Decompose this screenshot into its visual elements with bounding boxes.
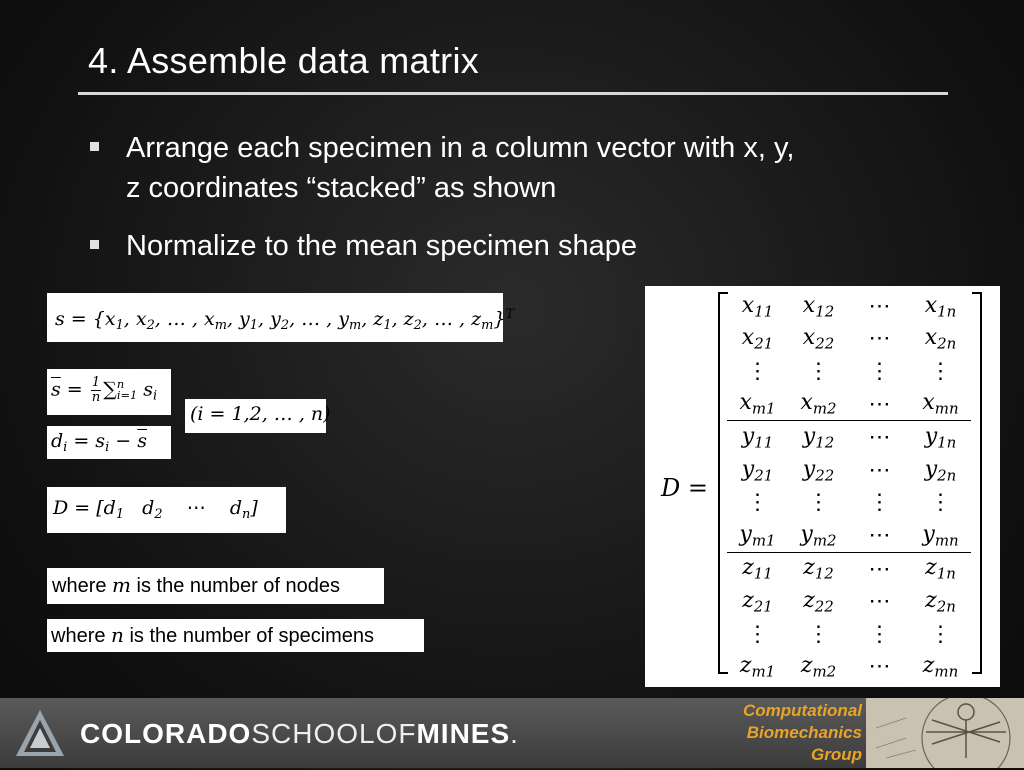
matrix-cell: $x_{2n}$ — [924, 325, 957, 353]
matrix-row — [727, 454, 971, 487]
bullet-list — [88, 128, 948, 284]
matrix-cell: $z_{1n}$ — [925, 555, 956, 583]
variable-m: m — [112, 573, 131, 597]
matrix-cell: ⋮ — [868, 490, 891, 516]
matrix-cell: $z_{11}$ — [742, 555, 773, 583]
matrix-cell: $x_{11}$ — [741, 292, 774, 321]
brand-wordmark: COLORADOSCHOOLOFMINES. — [80, 718, 519, 749]
matrix-cell: ⋮ — [929, 490, 952, 516]
matrix-cell: $x_{21}$ — [741, 325, 774, 353]
matrix-cell: $y_{2n}$ — [924, 456, 957, 484]
matrix-cell: ⋯ — [868, 556, 891, 582]
matrix-cell: ⋯ — [868, 391, 891, 417]
matrix-cell: $y_{m2}$ — [800, 521, 837, 550]
equation-specimen-vector: $s = \{x_1$, $x_2$, … , $x_m$, $y_1$, $y_2$, … , $y_m$, $z_1$, $z_2$, … , $z_m\}^T$ — [47, 293, 503, 342]
bullet-text-continued: z coordinates “stacked” as shown — [126, 172, 557, 204]
bullet-item — [88, 226, 948, 266]
matrix-row — [727, 487, 971, 520]
matrix-cell: ⋯ — [868, 589, 891, 615]
matrix-cell: $z_{12}$ — [803, 555, 834, 583]
matrix-cell: $z_{22}$ — [803, 587, 834, 616]
matrix-cell: ⋯ — [868, 457, 891, 483]
matrix-cell: $y_{1n}$ — [924, 423, 957, 452]
matrix-cell: ⋮ — [807, 490, 830, 516]
matrix-cell: ⋯ — [868, 293, 891, 319]
matrix-row — [727, 421, 971, 454]
matrix-cell: $x_{m2}$ — [800, 390, 837, 418]
matrix-cell: ⋮ — [807, 358, 830, 384]
slide-title: 4. Assemble data matrix — [88, 40, 480, 81]
equation-data-matrix-row: $D = [d_1$ $d_2$ ⋯ $d_n$] — [47, 487, 286, 533]
matrix-grid — [727, 290, 971, 683]
matrix-cell: ⋯ — [868, 522, 891, 548]
title-divider — [78, 92, 948, 95]
equation-mean-shape: $\overline{s}$ = $\frac{1}{n}$ ∑ n i=1 $s_i$ — [47, 369, 171, 415]
square-bullet-icon — [90, 142, 99, 151]
variable-n: n — [111, 623, 124, 647]
data-matrix-panel — [645, 286, 1000, 687]
matrix-cell: $x_{12}$ — [802, 292, 835, 321]
bullet-text: Normalize to the mean specimen shape — [126, 230, 637, 262]
square-bullet-icon — [90, 240, 99, 249]
matrix-row — [727, 323, 971, 356]
note-m-definition: where m is the number of nodes — [47, 568, 384, 604]
matrix-cell: ⋮ — [746, 490, 769, 516]
group-name: Computational Biomechanics Group — [743, 701, 862, 764]
vitruvian-man-image — [866, 698, 1024, 768]
matrix-cell: $z_{mn}$ — [922, 653, 959, 681]
matrix-cell: $y_{22}$ — [802, 456, 835, 484]
bullet-item — [88, 128, 948, 208]
matrix-cell: $y_{12}$ — [802, 423, 835, 452]
matrix-cell: ⋮ — [929, 358, 952, 384]
matrix-cell: ⋮ — [868, 358, 891, 384]
note-n-definition: where n is the number of specimens — [47, 619, 424, 652]
bullet-text: Arrange each specimen in a column vector with x, y, — [126, 132, 795, 164]
matrix-cell: $y_{m1}$ — [739, 521, 776, 550]
equation-deviation: $d_i = s_i - \overline{s}$ — [47, 426, 171, 459]
matrix-row — [727, 519, 971, 553]
matrix-cell: ⋮ — [746, 621, 769, 647]
matrix-cell: $x_{22}$ — [802, 325, 835, 353]
matrix-cell: $x_{1n}$ — [924, 292, 957, 321]
matrix-cell: ⋮ — [929, 621, 952, 647]
matrix-row — [727, 553, 971, 586]
footer-bar — [0, 698, 1024, 768]
matrix-cell: ⋯ — [868, 326, 891, 352]
matrix-cell: $x_{mn}$ — [922, 390, 959, 418]
matrix-cell: ⋮ — [807, 621, 830, 647]
matrix-label: D = — [661, 474, 708, 502]
matrix-cell: ⋮ — [868, 621, 891, 647]
matrix-row — [727, 355, 971, 388]
matrix-row — [727, 290, 971, 323]
equation-index-range: (i = 1,2, … , n) — [185, 399, 326, 433]
matrix-cell: $z_{21}$ — [742, 587, 773, 616]
matrix-cell: $y_{21}$ — [741, 456, 774, 484]
matrix-cell: $z_{m1}$ — [739, 653, 776, 681]
matrix-cell: ⋮ — [746, 358, 769, 384]
matrix-cell: $z_{2n}$ — [925, 587, 956, 616]
matrix-cell: $y_{mn}$ — [922, 521, 959, 550]
matrix-cell: $z_{m2}$ — [800, 653, 837, 681]
matrix-cell: $y_{11}$ — [741, 423, 774, 452]
matrix-row — [727, 651, 971, 684]
matrix-right-bracket — [972, 292, 982, 674]
matrix-cell: $x_{m1}$ — [739, 390, 776, 418]
matrix-row — [727, 618, 971, 651]
matrix-cell: ⋯ — [868, 654, 891, 680]
mines-logo-icon — [12, 706, 68, 762]
matrix-cell: ⋯ — [868, 425, 891, 451]
matrix-row — [727, 585, 971, 618]
matrix-row — [727, 388, 971, 422]
